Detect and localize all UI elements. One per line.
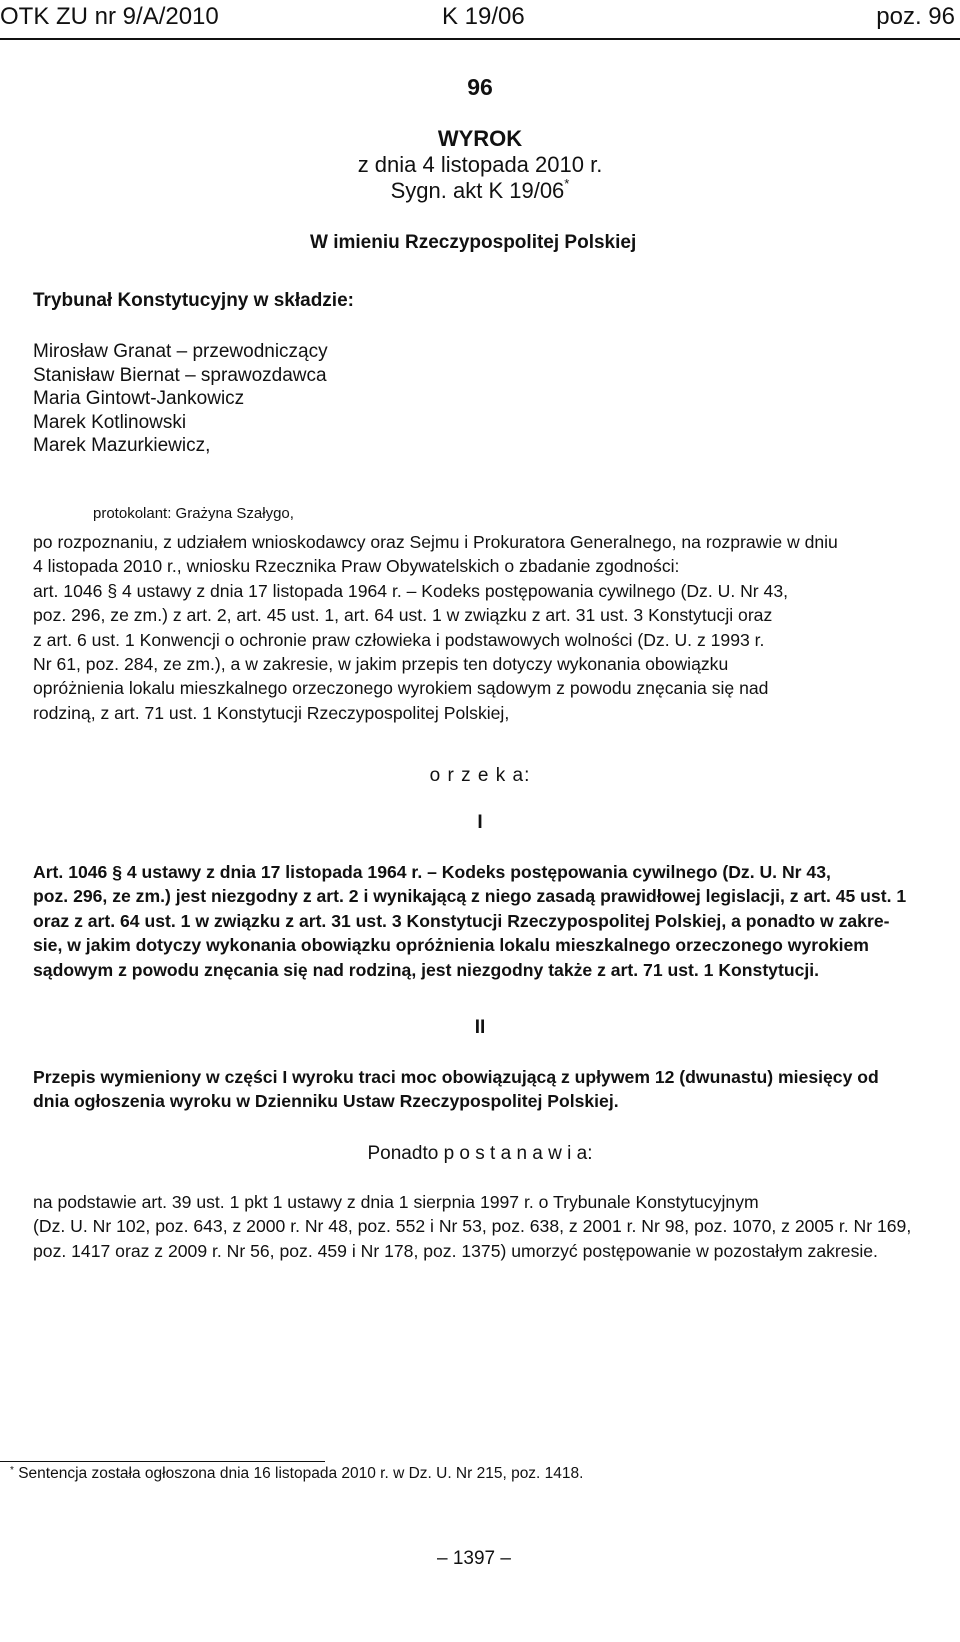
text-line: sie, w jakim dotyczy wykonania obowiązku opróżnienia lokalu mieszkalnego orzeczonego wyrokiem — [33, 935, 869, 956]
text-line: po rozpoznaniu, z udziałem wnioskodawcy oraz Sejmu i Prokuratora Generalnego, na rozprawie w dniu — [33, 532, 838, 552]
bench-composition — [33, 340, 328, 458]
header-position: poz. 96 — [876, 3, 955, 30]
footnote-rule — [0, 1461, 325, 1462]
preamble-paragraph — [33, 530, 951, 725]
section-heading-I: I — [477, 812, 483, 833]
text-line: rodziną, z art. 71 ust. 1 Konstytucji Rzeczypospolitej Polskiej, — [33, 702, 510, 723]
document-number: 96 — [467, 74, 493, 100]
decision-heading: Ponadto p o s t a n a w i a: — [367, 1143, 593, 1164]
page-number: – 1397 – — [437, 1548, 511, 1569]
text-line: poz. 1417 oraz z 2009 r. Nr 56, poz. 459 i Nr 178, poz. 1375) umorzyć postępowanie w pozostałym zakresie. — [33, 1240, 878, 1261]
text-line: na podstawie art. 39 ust. 1 pkt 1 ustawy z dnia 1 sierpnia 1997 r. o Trybunale Konstytucyjnym — [33, 1192, 759, 1212]
header-rule — [0, 38, 960, 40]
text-line: (Dz. U. Nr 102, poz. 643, z 2000 r. Nr 48, poz. 552 i Nr 53, poz. 638, z 2001 r. Nr 98, poz. 1070, z 2005 r. Nr 169, — [33, 1216, 912, 1237]
text-line: oraz z art. 64 ust. 1 w związku z art. 31 ust. 3 Konstytucji Rzeczypospolitej Polskiej, a ponadto w zakre- — [33, 910, 890, 931]
text-line: poz. 296, ze zm.) jest niezgodny z art. 2 i wynikającą z niego zasadą prawidłowej legislacji, z art. 45 ust. 1 — [33, 886, 907, 907]
judge-name: Maria Gintowt-Jankowicz — [33, 388, 245, 409]
case-signature-text: Sygn. akt K 19/06 — [390, 178, 565, 203]
header-journal: OTK ZU nr 9/A/2010 — [0, 3, 219, 30]
footnote-reference: * — [564, 176, 570, 191]
text-line: z art. 6 ust. 1 Konwencji o ochronie praw człowieka i podstawowych wolności (Dz. U. z 1993 r. — [33, 629, 765, 650]
text-line: sądowym z powodu znęcania się nad rodziną, jest niezgodny także z art. 71 ust. 1 Konstytucji. — [33, 959, 820, 980]
text-line: 4 listopada 2010 r., wniosku Rzecznika Praw Obywatelskich o zbadanie zgodności: — [33, 556, 680, 577]
text-line: Przepis wymieniony w części I wyroku traci moc obowiązującą z upływem 12 (dwunastu) miesięcy od — [33, 1067, 879, 1087]
judge-name: Mirosław Granat – przewodniczący — [33, 341, 328, 362]
text-line: Nr 61, poz. 284, ze zm.), a w zakresie, w jakim przepis ten dotyczy wykonania obowiązku — [33, 654, 729, 675]
text-line: art. 1046 § 4 ustawy z dnia 17 listopada 1964 r. – Kodeks postępowania cywilnego (Dz. U. Nr 43, — [33, 580, 789, 601]
header-case-number: K 19/06 — [442, 3, 525, 30]
judge-name: Stanisław Biernat – sprawozdawca — [33, 364, 327, 386]
judge-name: Marek Mazurkiewicz, — [33, 435, 211, 456]
section-heading-II: II — [474, 1017, 486, 1038]
in-the-name-line: W imieniu Rzeczypospolitej Polskiej — [310, 232, 637, 253]
text-line: opróżnienia lokalu mieszkalnego orzeczonego wyrokiem sądowym z powodu znęcania się nad — [33, 678, 769, 699]
tribunal-heading: Trybunał Konstytucyjny w składzie: — [33, 290, 354, 311]
case-signature — [0, 178, 960, 204]
court-reporter: protokolant: Grażyna Szałygo, — [93, 505, 294, 522]
ruling-paragraph-II — [33, 1065, 951, 1114]
document-title: WYROK — [437, 126, 523, 151]
footnote — [10, 1465, 583, 1483]
ruling-paragraph-I — [33, 860, 951, 982]
footnote-marker: * — [10, 1465, 14, 1476]
ruling-heading: o r z e k a: — [429, 765, 531, 786]
judgment-date: z dnia 4 listopada 2010 r. — [357, 152, 603, 177]
judge-name: Marek Kotlinowski — [33, 411, 187, 433]
decision-paragraph — [33, 1190, 951, 1263]
text-line: dnia ogłoszenia wyroku w Dzienniku Ustaw Rzeczypospolitej Polskiej. — [33, 1091, 619, 1112]
footnote-text: Sentencja została ogłoszona dnia 16 listopada 2010 r. w Dz. U. Nr 215, poz. 1418. — [18, 1465, 584, 1482]
text-line: Art. 1046 § 4 ustawy z dnia 17 listopada 1964 r. – Kodeks postępowania cywilnego (Dz. U. Nr 43, — [33, 862, 831, 882]
running-header — [0, 0, 960, 34]
text-line: poz. 296, ze zm.) z art. 2, art. 45 ust. 1, art. 64 ust. 1 w związku z art. 31 ust. 3 Konstytucji oraz — [33, 605, 773, 626]
